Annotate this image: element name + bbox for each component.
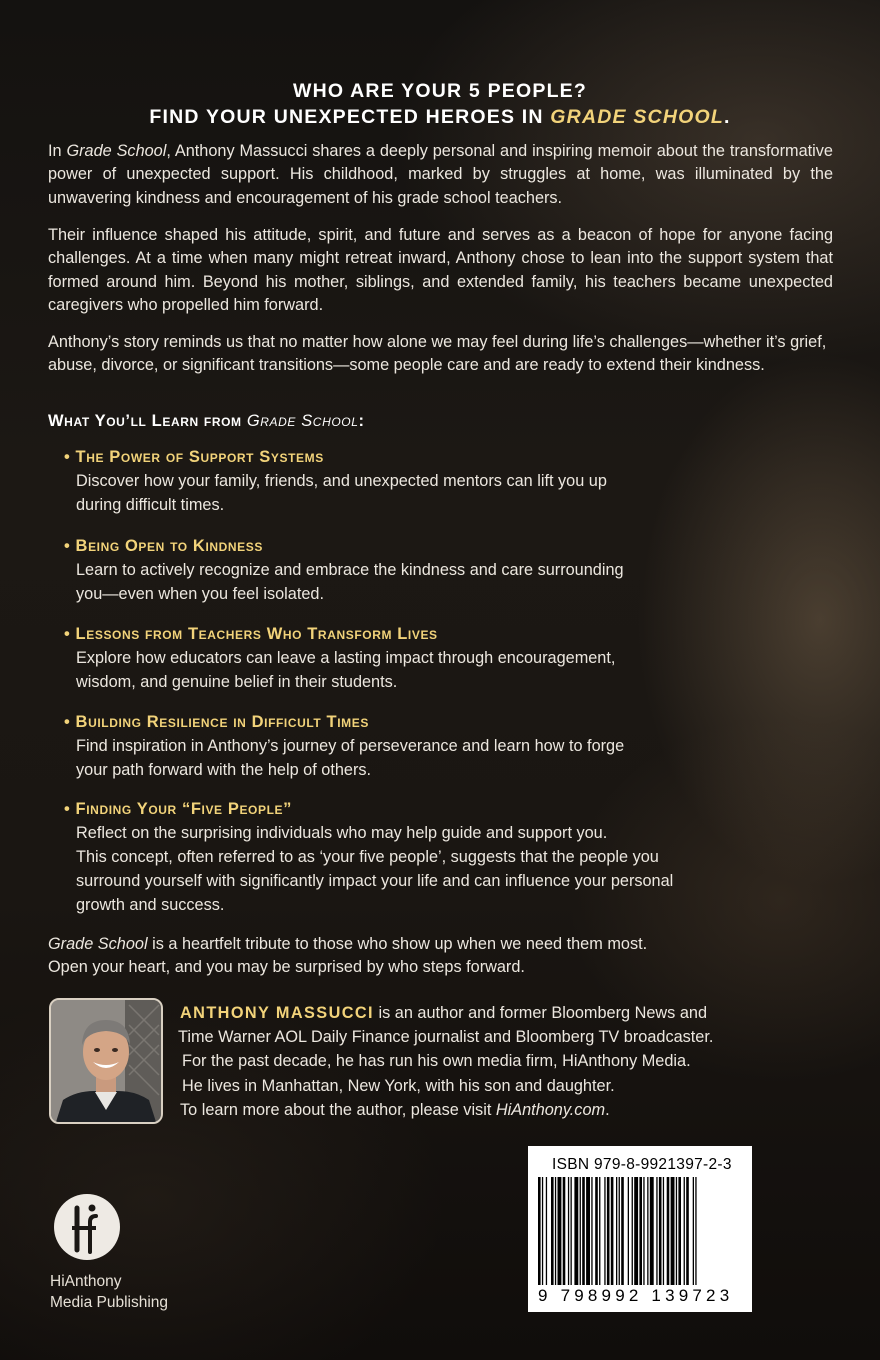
barcode-bar <box>671 1177 675 1285</box>
learn-item-line: wisdom, and genuine belief in their students. <box>76 673 398 691</box>
learn-item-title: • Lessons from Teachers Who Transform Lives <box>64 625 438 643</box>
intro-prefix: In <box>48 142 67 160</box>
learn-item-line: growth and success. <box>76 896 225 914</box>
barcode-bar <box>663 1177 664 1285</box>
paragraph-story-text: Anthony’s story reminds us that no matter how alone we may feel during life’s challenges—whether it’s grief, abuse, divorce, or significant transitions—some people care and are ready to extend their kindness. <box>48 333 827 375</box>
headline-book-title: GRADE SCHOOL <box>550 106 724 128</box>
barcode-bar <box>546 1177 547 1285</box>
learn-item-line: during difficult times. <box>76 496 225 514</box>
barcode-bar <box>695 1177 696 1285</box>
learn-item-line: your path forward with the help of others. <box>76 761 372 779</box>
learn-item-line: Discover how your family, friends, and unexpected mentors can lift you up <box>76 472 607 490</box>
headline-suffix: . <box>723 106 731 128</box>
learn-item <box>64 798 794 917</box>
learn-heading-prefix: What You’ll Learn from <box>48 412 247 430</box>
bio-line-3: For the past decade, he has run his own media firm, HiAnthony Media. <box>182 1052 691 1071</box>
learn-item-line: This concept, often referred to as ‘your five people’, suggests that the people you <box>76 848 659 866</box>
bio-line-5: To learn more about the author, please visit <box>180 1100 496 1119</box>
learn-item-body <box>76 558 784 606</box>
barcode-bar <box>628 1177 629 1285</box>
learn-item-line: Reflect on the surprising individuals who may help guide and support you. <box>76 824 608 842</box>
barcode-bar <box>611 1177 614 1285</box>
author-website-link[interactable]: HiAnthony.com <box>495 1100 606 1119</box>
bio-line-2: Time Warner AOL Daily Finance journalist and Bloomberg TV broadcaster. <box>178 1028 714 1047</box>
publisher-line-1: HiAnthony <box>50 1273 122 1290</box>
learn-item-line: you—even when you feel isolated. <box>76 585 324 603</box>
author-bio <box>180 1001 840 1122</box>
isbn-digits: 9 798992 139723 <box>538 1286 734 1305</box>
learn-item-body <box>76 734 784 782</box>
learn-item-line: surround yourself with significantly impact your life and can influence your personal <box>76 872 674 890</box>
barcode-bar <box>571 1177 572 1285</box>
barcode-bar <box>639 1177 642 1285</box>
barcode-bar <box>551 1177 554 1285</box>
barcode-bar <box>582 1177 585 1285</box>
intro-paragraph <box>48 140 833 210</box>
barcode-bar <box>580 1177 581 1285</box>
learn-item-line: Explore how educators can leave a lasting impact through encouragement, <box>76 649 616 667</box>
author-photo <box>49 998 163 1124</box>
barcode-bar <box>676 1177 677 1285</box>
barcode-bar <box>667 1177 670 1285</box>
learn-item-title: • Finding Your “Five People” <box>64 800 292 818</box>
barcode-bar <box>619 1177 620 1285</box>
paragraph-story <box>48 331 838 378</box>
barcode-bars <box>538 1177 742 1289</box>
learn-item-title: • Building Resilience in Difficult Times <box>64 713 369 731</box>
bio-line-1: is an author and former Bloomberg News and <box>373 1004 708 1022</box>
intro-book-title: Grade School <box>66 142 167 160</box>
barcode-bar <box>568 1177 569 1285</box>
learn-item <box>64 711 784 782</box>
learn-item <box>64 446 784 517</box>
barcode-bar <box>650 1177 654 1285</box>
barcode-bar <box>693 1177 694 1285</box>
barcode-bar <box>656 1177 657 1285</box>
barcode-bar <box>599 1177 600 1285</box>
closing-line-2: Open your heart, and you may be surprised by who steps forward. <box>48 958 525 977</box>
headline-line-1 <box>0 80 880 103</box>
learn-item-body <box>76 821 794 917</box>
author-name: ANTHONY MASSUCCI <box>180 1004 374 1022</box>
closing-line-1: is a heartfelt tribute to those who show up when we need them most. <box>147 935 648 953</box>
learn-item <box>64 535 784 606</box>
paragraph-influence-text: Their influence shaped his attitude, spirit, and future and serves as a beacon of hope for anyone facing challenges. At a time when many might retreat inward, Anthony chose to lean into the support system that formed around him. Beyond his mother, siblings, and extended family, his teachers became unexpected caregivers who propelled him forward. <box>48 226 833 314</box>
barcode-bar <box>604 1177 605 1285</box>
barcode-bar <box>659 1177 662 1285</box>
publisher-name <box>50 1271 168 1313</box>
barcode-bar <box>555 1177 556 1285</box>
barcode-bar <box>563 1177 566 1285</box>
barcode-bar <box>678 1177 681 1285</box>
bio-line-4: He lives in Manhattan, New York, with his son and daughter. <box>182 1076 615 1095</box>
barcode-bar <box>574 1177 578 1285</box>
paragraph-influence <box>48 224 833 317</box>
barcode-bar <box>586 1177 590 1285</box>
barcode-bar <box>632 1177 633 1285</box>
barcode-bar <box>684 1177 685 1285</box>
barcode-bar <box>634 1177 638 1285</box>
barcode-bar <box>542 1177 543 1285</box>
learn-heading-book-title: Grade School <box>246 412 359 430</box>
headline-question: WHO ARE YOUR 5 PEOPLE? <box>292 80 588 102</box>
learn-item-body <box>76 646 784 694</box>
learn-item-body <box>76 469 784 517</box>
barcode-bar <box>558 1177 562 1285</box>
publisher-line-2: Media Publishing <box>50 1294 169 1311</box>
learn-item-title: • Being Open to Kindness <box>64 537 263 555</box>
author-portrait-illustration <box>51 1000 161 1122</box>
barcode-bar <box>607 1177 610 1285</box>
learn-heading-suffix: : <box>358 412 365 430</box>
learn-item <box>64 623 784 694</box>
closing-book-title: Grade School <box>48 935 148 953</box>
bio-line-5-suffix: . <box>605 1100 610 1119</box>
isbn-barcode <box>528 1146 752 1312</box>
barcode-bar <box>647 1177 648 1285</box>
learn-item-title: • The Power of Support Systems <box>64 448 324 466</box>
barcode-bar <box>591 1177 592 1285</box>
learn-item-line: Learn to actively recognize and embrace the kindness and care surrounding <box>76 561 624 579</box>
learn-heading <box>48 412 365 431</box>
barcode-bar <box>616 1177 617 1285</box>
isbn-label: ISBN 979-8-9921397-2-3 <box>552 1156 732 1173</box>
closing-paragraph <box>48 933 833 980</box>
barcode-bar <box>595 1177 598 1285</box>
barcode-bar <box>686 1177 689 1285</box>
learn-item-line: Find inspiration in Anthony’s journey of perseverance and learn how to forge <box>76 737 625 755</box>
barcode-bar <box>621 1177 624 1285</box>
barcode-bar <box>538 1177 541 1285</box>
barcode-bar <box>643 1177 644 1285</box>
publisher-logo-icon <box>52 1192 122 1262</box>
headline-prefix: FIND YOUR UNEXPECTED HEROES IN <box>149 106 551 128</box>
headline-line-2 <box>0 106 880 129</box>
intro-text: , Anthony Massucci shares a deeply personal and inspiring memoir about the transformative power of unexpected support. His childhood, marked by struggles at home, was illuminated by the unwavering kindness and encouragement of his grade school teachers. <box>48 142 833 207</box>
